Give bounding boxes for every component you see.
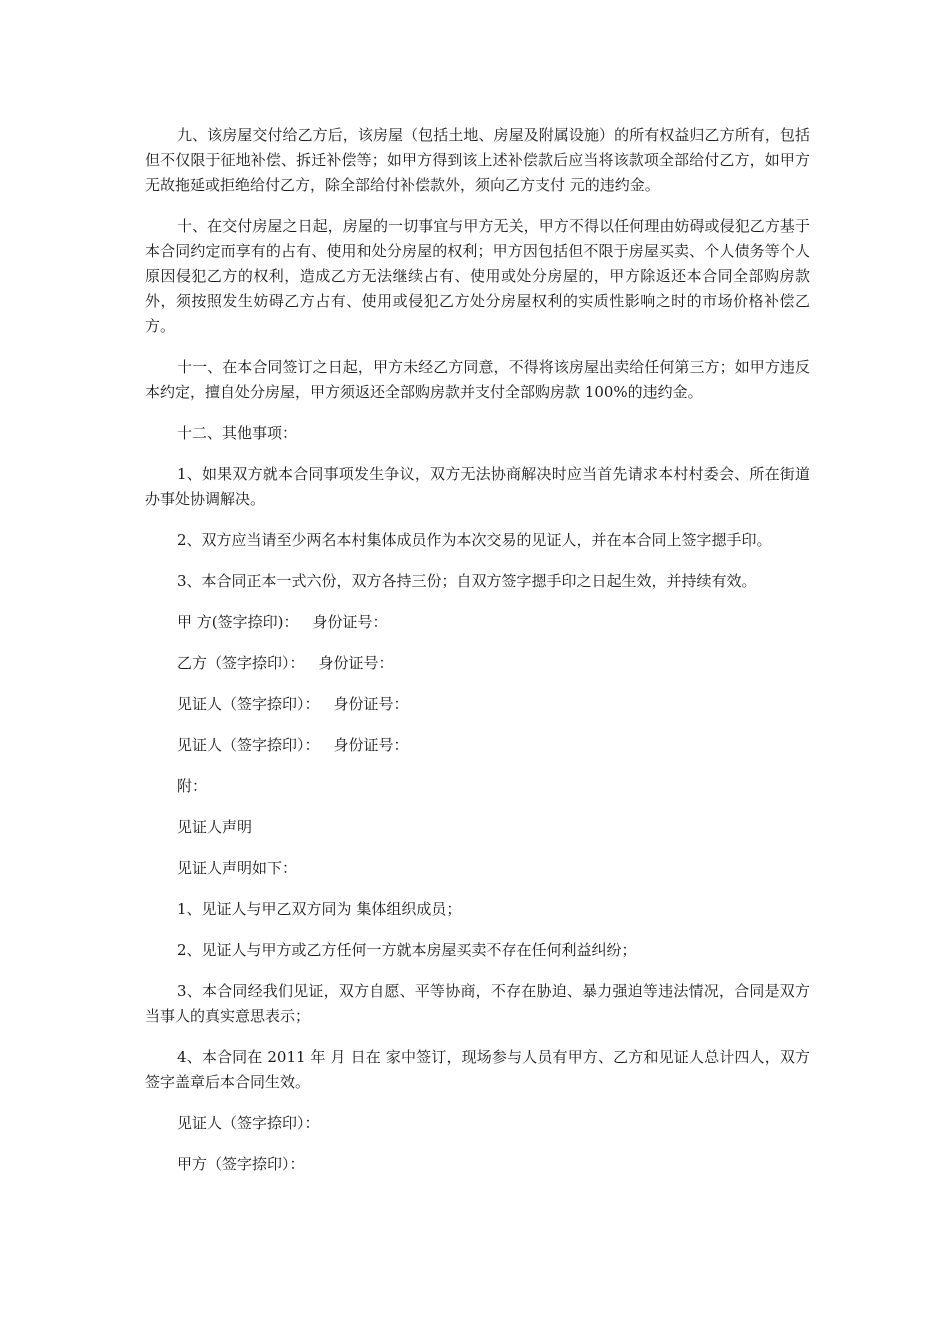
id-number-label: 身份证号： <box>318 654 394 672</box>
party-a-signature-line: 甲方（签字捺印）： <box>177 1155 305 1173</box>
clause-11: 十一、在本合同签订之日起，甲方未经乙方同意，不得将该房屋出卖给任何第三方；如甲方违反本约定，擅自处分房屋，甲方须返还全部购房款并支付全部购房款 100%的违约金。 <box>145 358 810 401</box>
clause-10: 十、在交付房屋之日起，房屋的一切事宜与甲方无关，甲方不得以任何理由妨碍或侵犯乙方基于本合同约定而享有的占有、使用和处分房屋的权利；甲方因包括但不限于房屋买卖、个人债务等个人原因侵犯乙方的权利，造成乙方无法继续占有、使用或处分房屋的，甲方除返还本合同全部购房款外，须按照发生妨碍乙方占有、使用或侵犯乙方处分房屋权利的实质性影响之时的市场价格补偿乙方。 <box>145 217 810 335</box>
signature-party-a <box>145 610 810 635</box>
clause-12-item-1: 1、如果双方就本合同事项发生争议，双方无法协商解决时应当首先请求本村村委会、所在街道办事处协调解决。 <box>145 465 810 508</box>
signature-label: 见证人（签字捺印）： <box>177 695 320 713</box>
witness-statement-item-3: 3、本合同经我们见证，双方自愿、平等协商，不存在胁迫、暴力强迫等违法情况，合同是双方当事人的真实意思表示； <box>145 982 810 1025</box>
contract-body <box>145 123 810 1193</box>
id-number-label: 身份证号： <box>312 613 388 631</box>
id-number-label: 身份证号： <box>333 736 409 754</box>
clause-12-item-3: 3、本合同正本一式六份，双方各持三份；自双方签字摁手印之日起生效，并持续有效。 <box>177 572 757 590</box>
witness-statement-title: 见证人声明 <box>177 818 253 836</box>
witness-statement-intro: 见证人声明如下： <box>177 859 298 877</box>
witness-signature-line: 见证人（签字捺印）： <box>177 1114 320 1132</box>
clause-9: 九、该房屋交付给乙方后，该房屋（包括土地、房屋及附属设施）的所有权益归乙方所有，包括但不仅限于征地补偿、拆迁补偿等；如甲方得到该上述补偿款后应当将该款项全部给付乙方，如甲方无故拖延或拒绝给付乙方，除全部给付补偿款外，须向乙方支付 元的违约金。 <box>145 126 810 194</box>
clause-12-heading: 十二、其他事项： <box>177 424 298 442</box>
signature-label: 乙方（签字捺印）： <box>177 654 305 672</box>
witness-statement-item-2: 2、见证人与甲方或乙方任何一方就本房屋买卖不存在任何利益纠纷； <box>177 941 637 959</box>
signature-label: 见证人（签字捺印）： <box>177 736 320 754</box>
signature-witness-1 <box>145 692 810 717</box>
appendix-label: 附： <box>177 777 208 795</box>
witness-statement-item-4: 4、本合同在 2011 年 月 日在 家中签订，现场参与人员有甲方、乙方和见证人总计四人，双方签字盖章后本合同生效。 <box>145 1048 810 1091</box>
clause-12-item-2: 2、双方应当请至少两名本村集体成员作为本次交易的见证人，并在本合同上签字摁手印。 <box>177 531 772 549</box>
signature-label: 甲 方(签字捺印)： <box>177 613 299 631</box>
signature-party-b <box>145 651 810 676</box>
signature-witness-2 <box>145 733 810 758</box>
witness-statement-item-1: 1、见证人与甲乙双方同为 集体组织成员； <box>177 900 462 918</box>
id-number-label: 身份证号： <box>333 695 409 713</box>
